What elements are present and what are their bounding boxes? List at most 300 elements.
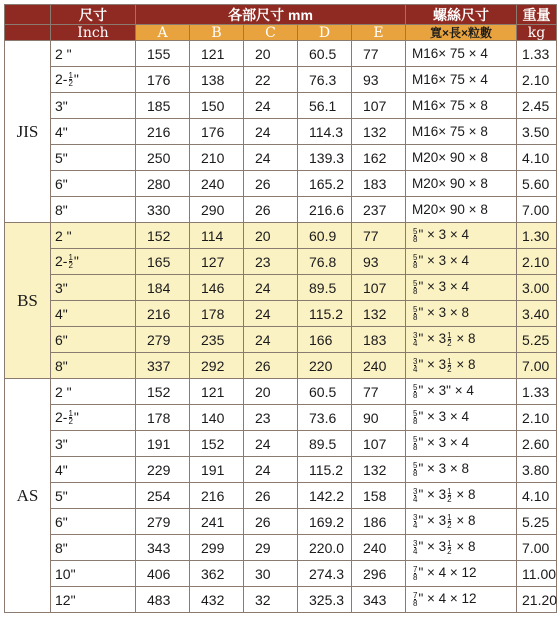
bolt-cell [406,223,517,249]
fraction-numerator: 5 [413,461,418,470]
dim-c-cell: 24 [244,275,298,301]
fraction-numerator: 1 [447,357,452,366]
dim-b-cell: 150 [190,93,244,119]
dim-b-cell: 299 [190,535,244,561]
weight-cell: 7.00 [517,353,557,379]
fraction-denominator: 4 [413,339,418,348]
bolt-cell: M20× 90 × 8 [406,171,517,197]
dim-e-cell: 132 [352,119,406,145]
bolt-width-fraction [413,566,417,581]
dim-c-cell: 22 [244,67,298,93]
fraction-numerator: 1 [68,71,73,81]
size-cell [51,405,136,431]
bolt-length-fraction [447,358,451,373]
dim-d-cell: 165.2 [298,171,352,197]
bolt-width-fraction [413,540,417,555]
dim-b-cell: 138 [190,67,244,93]
dim-d-cell: 115.2 [298,457,352,483]
size-cell: 4" [51,301,136,327]
table-row [5,275,557,301]
dim-d-cell: 115.2 [298,301,352,327]
bolt-rest: " × 4 × 12 [418,591,477,607]
dim-e-cell: 183 [352,171,406,197]
dim-a-cell: 216 [136,301,190,327]
table-row [5,327,557,353]
dim-b-cell: 121 [190,379,244,405]
table-row [5,483,557,509]
header-dimensions: 各部尺寸 mm [136,5,406,25]
size-cell: 6" [51,509,136,535]
size-whole: 2- [55,408,68,425]
weight-cell: 1.30 [517,223,557,249]
dim-b-cell: 146 [190,275,244,301]
bolt-length: " × 3 [418,539,447,555]
dim-a-cell: 337 [136,353,190,379]
bolt-length-fraction [447,488,451,503]
header-bolt-format: 寬×長×粒數 [406,25,517,41]
dim-e-cell: 93 [352,249,406,275]
table-row [5,249,557,275]
fraction-denominator: 8 [413,391,418,400]
size-inch-mark: " [73,70,79,87]
dim-a-cell: 185 [136,93,190,119]
fraction-numerator: 1 [68,409,73,419]
dim-e-cell: 296 [352,561,406,587]
table-row [5,379,557,405]
dim-d-cell: 76.8 [298,249,352,275]
bolt-rest: × 8 [452,357,476,373]
size-cell: 10" [51,561,136,587]
dim-b-cell: 127 [190,249,244,275]
size-fraction [68,410,72,425]
bolt-cell: M16× 75 × 8 [406,93,517,119]
table-row [5,405,557,431]
bolt-cell: M16× 75 × 4 [406,67,517,93]
bolt-cell [406,275,517,301]
dim-d-cell: 220 [298,353,352,379]
dim-e-cell: 132 [352,457,406,483]
dim-c-cell: 24 [244,327,298,353]
table-body [5,41,557,613]
dim-a-cell: 343 [136,535,190,561]
dim-a-cell: 483 [136,587,190,613]
size-cell: 2 " [51,223,136,249]
bolt-cell [406,327,517,353]
fraction-numerator: 1 [447,487,452,496]
bolt-rest: × 8 [452,539,476,555]
dim-d-cell: 60.5 [298,41,352,67]
table-row [5,197,557,223]
dim-c-cell: 32 [244,587,298,613]
dim-c-cell: 20 [244,41,298,67]
bolt-length: " × 3 [418,487,447,503]
table-row [5,119,557,145]
flange-spec-table [4,4,557,613]
dim-e-cell: 343 [352,587,406,613]
table-row [5,93,557,119]
dim-c-cell: 20 [244,379,298,405]
header-col-e: E [352,25,406,41]
size-cell: 5" [51,483,136,509]
fraction-denominator: 8 [413,443,418,452]
weight-cell: 3.50 [517,119,557,145]
header-size: 尺寸 [51,5,136,25]
dim-a-cell: 330 [136,197,190,223]
bolt-rest: " × 3 × 4 [418,279,470,295]
dim-b-cell: 152 [190,431,244,457]
size-fraction [68,72,72,87]
dim-d-cell: 73.6 [298,405,352,431]
dim-a-cell: 176 [136,67,190,93]
dim-b-cell: 178 [190,301,244,327]
bolt-rest: " × 3 × 8 [418,461,470,477]
dim-e-cell: 90 [352,405,406,431]
dim-e-cell: 132 [352,301,406,327]
size-cell: 3" [51,93,136,119]
fraction-denominator: 2 [68,261,73,271]
fraction-numerator: 3 [413,539,418,548]
dim-d-cell: 220.0 [298,535,352,561]
bolt-width-fraction [413,358,417,373]
bolt-width-fraction [413,488,417,503]
dim-c-cell: 24 [244,301,298,327]
header-weight-unit: kg [517,25,557,41]
size-cell [51,67,136,93]
dim-a-cell: 250 [136,145,190,171]
dim-a-cell: 254 [136,483,190,509]
dim-a-cell: 280 [136,171,190,197]
fraction-denominator: 8 [413,417,418,426]
dim-c-cell: 23 [244,249,298,275]
size-fraction [68,254,72,269]
dim-c-cell: 26 [244,197,298,223]
fraction-denominator: 4 [413,521,418,530]
table-row [5,41,557,67]
dim-a-cell: 216 [136,119,190,145]
bolt-rest: × 8 [452,513,476,529]
fraction-numerator: 5 [413,279,418,288]
header-blank [5,5,51,25]
weight-cell: 7.00 [517,535,557,561]
dim-c-cell: 26 [244,353,298,379]
dim-b-cell: 241 [190,509,244,535]
standard-label: JIS [5,41,51,223]
table-row [5,457,557,483]
bolt-cell [406,535,517,561]
dim-a-cell: 165 [136,249,190,275]
size-cell: 6" [51,171,136,197]
header-size-unit: Inch [51,25,136,41]
bolt-rest: × 8 [452,331,476,347]
size-cell: 8" [51,353,136,379]
bolt-cell [406,405,517,431]
fraction-denominator: 8 [413,599,418,608]
size-whole: 2- [55,252,68,269]
dim-b-cell: 191 [190,457,244,483]
weight-cell: 4.10 [517,145,557,171]
dim-e-cell: 107 [352,93,406,119]
dim-c-cell: 24 [244,457,298,483]
header-col-a: A [136,25,190,41]
fraction-numerator: 3 [413,487,418,496]
flange-spec-table-container [4,4,557,613]
table-row [5,509,557,535]
fraction-numerator: 3 [413,513,418,522]
dim-e-cell: 77 [352,223,406,249]
bolt-cell [406,301,517,327]
fraction-denominator: 8 [413,313,418,322]
fraction-numerator: 5 [413,435,418,444]
dim-a-cell: 406 [136,561,190,587]
size-cell: 3" [51,275,136,301]
dim-c-cell: 26 [244,483,298,509]
fraction-numerator: 3 [413,331,418,340]
dim-c-cell: 26 [244,171,298,197]
weight-cell: 4.10 [517,483,557,509]
dim-e-cell: 107 [352,431,406,457]
weight-cell: 2.10 [517,67,557,93]
header-bolt: 螺絲尺寸 [406,5,517,25]
size-cell: 4" [51,119,136,145]
bolt-width-fraction [413,306,417,321]
dim-c-cell: 24 [244,119,298,145]
dim-e-cell: 186 [352,509,406,535]
dim-d-cell: 139.3 [298,145,352,171]
dim-b-cell: 216 [190,483,244,509]
dim-b-cell: 240 [190,171,244,197]
header-col-b: B [190,25,244,41]
fraction-numerator: 5 [413,383,418,392]
table-row [5,301,557,327]
bolt-rest: " × 3 × 4 [418,435,470,451]
size-cell: 2 " [51,379,136,405]
bolt-cell [406,249,517,275]
fraction-numerator: 1 [68,253,73,263]
fraction-numerator: 5 [413,253,418,262]
dim-a-cell: 155 [136,41,190,67]
dim-e-cell: 77 [352,379,406,405]
table-header [5,5,557,41]
dim-d-cell: 60.9 [298,223,352,249]
bolt-length: " × 3 [418,513,447,529]
dim-b-cell: 176 [190,119,244,145]
fraction-numerator: 1 [447,513,452,522]
bolt-width-fraction [413,592,417,607]
bolt-width-fraction [413,410,417,425]
bolt-cell [406,353,517,379]
fraction-denominator: 2 [68,417,73,427]
dim-d-cell: 89.5 [298,431,352,457]
size-cell: 8" [51,535,136,561]
table-row [5,535,557,561]
bolt-rest: " × 3 × 4 [418,227,470,243]
weight-cell: 7.00 [517,197,557,223]
dim-d-cell: 76.3 [298,67,352,93]
dim-e-cell: 183 [352,327,406,353]
fraction-denominator: 4 [413,365,418,374]
dim-d-cell: 114.3 [298,119,352,145]
table-row [5,67,557,93]
dim-d-cell: 60.5 [298,379,352,405]
dim-a-cell: 279 [136,327,190,353]
size-whole: 2- [55,70,68,87]
bolt-rest: " × 3 × 4 [418,253,470,269]
dim-d-cell: 169.2 [298,509,352,535]
dim-a-cell: 279 [136,509,190,535]
dim-b-cell: 121 [190,41,244,67]
bolt-cell: M20× 90 × 8 [406,197,517,223]
size-inch-mark: " [73,252,79,269]
bolt-cell [406,483,517,509]
weight-cell: 5.25 [517,509,557,535]
dim-b-cell: 362 [190,561,244,587]
dim-a-cell: 178 [136,405,190,431]
fraction-numerator: 5 [413,305,418,314]
fraction-numerator: 1 [447,539,452,548]
fraction-numerator: 5 [413,409,418,418]
dim-a-cell: 184 [136,275,190,301]
table-row [5,223,557,249]
bolt-width-fraction [413,514,417,529]
dim-e-cell: 240 [352,353,406,379]
table-row [5,171,557,197]
dim-d-cell: 274.3 [298,561,352,587]
dim-e-cell: 77 [352,41,406,67]
bolt-width-fraction [413,228,417,243]
dim-d-cell: 56.1 [298,93,352,119]
weight-cell: 21.20 [517,587,557,613]
table-row [5,353,557,379]
header-blank-2 [5,25,51,41]
weight-cell: 3.00 [517,275,557,301]
weight-cell: 5.25 [517,327,557,353]
bolt-cell [406,379,517,405]
fraction-denominator: 2 [447,365,452,374]
dim-d-cell: 325.3 [298,587,352,613]
dim-c-cell: 30 [244,561,298,587]
fraction-denominator: 8 [413,235,418,244]
size-cell: 6" [51,327,136,353]
header-weight: 重量 [517,5,557,25]
dim-b-cell: 290 [190,197,244,223]
bolt-width-fraction [413,332,417,347]
weight-cell: 3.40 [517,301,557,327]
fraction-numerator: 7 [413,591,418,600]
fraction-denominator: 8 [413,287,418,296]
dim-b-cell: 432 [190,587,244,613]
weight-cell: 3.80 [517,457,557,483]
bolt-cell [406,587,517,613]
fraction-numerator: 5 [413,227,418,236]
dim-c-cell: 23 [244,405,298,431]
header-col-c: C [244,25,298,41]
weight-cell: 5.60 [517,171,557,197]
bolt-cell [406,457,517,483]
fraction-numerator: 3 [413,357,418,366]
dim-a-cell: 191 [136,431,190,457]
table-row [5,431,557,457]
weight-cell: 1.33 [517,41,557,67]
table-row [5,587,557,613]
bolt-cell [406,431,517,457]
dim-d-cell: 89.5 [298,275,352,301]
weight-cell: 11.00 [517,561,557,587]
fraction-denominator: 2 [447,521,452,530]
dim-e-cell: 107 [352,275,406,301]
dim-e-cell: 162 [352,145,406,171]
fraction-denominator: 8 [413,573,418,582]
weight-cell: 2.45 [517,93,557,119]
bolt-cell: M16× 75 × 4 [406,41,517,67]
table-row [5,561,557,587]
weight-cell: 2.60 [517,431,557,457]
dim-c-cell: 24 [244,431,298,457]
dim-b-cell: 210 [190,145,244,171]
bolt-length-fraction [447,540,451,555]
bolt-length: " × 3 [418,357,447,373]
fraction-denominator: 2 [447,495,452,504]
bolt-rest: " × 3 × 4 [418,409,470,425]
dim-b-cell: 292 [190,353,244,379]
size-cell: 3" [51,431,136,457]
fraction-denominator: 4 [413,547,418,556]
bolt-rest: " × 3 × 8 [418,305,470,321]
size-cell: 5" [51,145,136,171]
fraction-numerator: 1 [447,331,452,340]
dim-c-cell: 24 [244,93,298,119]
dim-d-cell: 216.6 [298,197,352,223]
bolt-cell: M20× 90 × 8 [406,145,517,171]
standard-label: BS [5,223,51,379]
bolt-width-fraction [413,462,417,477]
bolt-rest: " × 3" × 4 [418,383,474,399]
dim-a-cell: 229 [136,457,190,483]
weight-cell: 1.33 [517,379,557,405]
weight-cell: 2.10 [517,405,557,431]
dim-e-cell: 237 [352,197,406,223]
fraction-denominator: 8 [413,261,418,270]
fraction-denominator: 2 [68,79,73,89]
size-cell: 8" [51,197,136,223]
dim-a-cell: 152 [136,223,190,249]
bolt-width-fraction [413,280,417,295]
bolt-rest: " × 4 × 12 [418,565,477,581]
dim-e-cell: 240 [352,535,406,561]
fraction-denominator: 8 [413,469,418,478]
size-cell: 2 " [51,41,136,67]
fraction-denominator: 2 [447,547,452,556]
fraction-denominator: 4 [413,495,418,504]
dim-a-cell: 152 [136,379,190,405]
bolt-length-fraction [447,332,451,347]
bolt-cell [406,509,517,535]
fraction-denominator: 2 [447,339,452,348]
size-inch-mark: " [73,408,79,425]
dim-e-cell: 93 [352,67,406,93]
bolt-width-fraction [413,254,417,269]
bolt-width-fraction [413,436,417,451]
table-row [5,145,557,171]
dim-d-cell: 166 [298,327,352,353]
dim-c-cell: 26 [244,509,298,535]
bolt-width-fraction [413,384,417,399]
dim-c-cell: 20 [244,223,298,249]
bolt-cell [406,561,517,587]
dim-e-cell: 158 [352,483,406,509]
size-cell [51,249,136,275]
header-col-d: D [298,25,352,41]
dim-b-cell: 235 [190,327,244,353]
